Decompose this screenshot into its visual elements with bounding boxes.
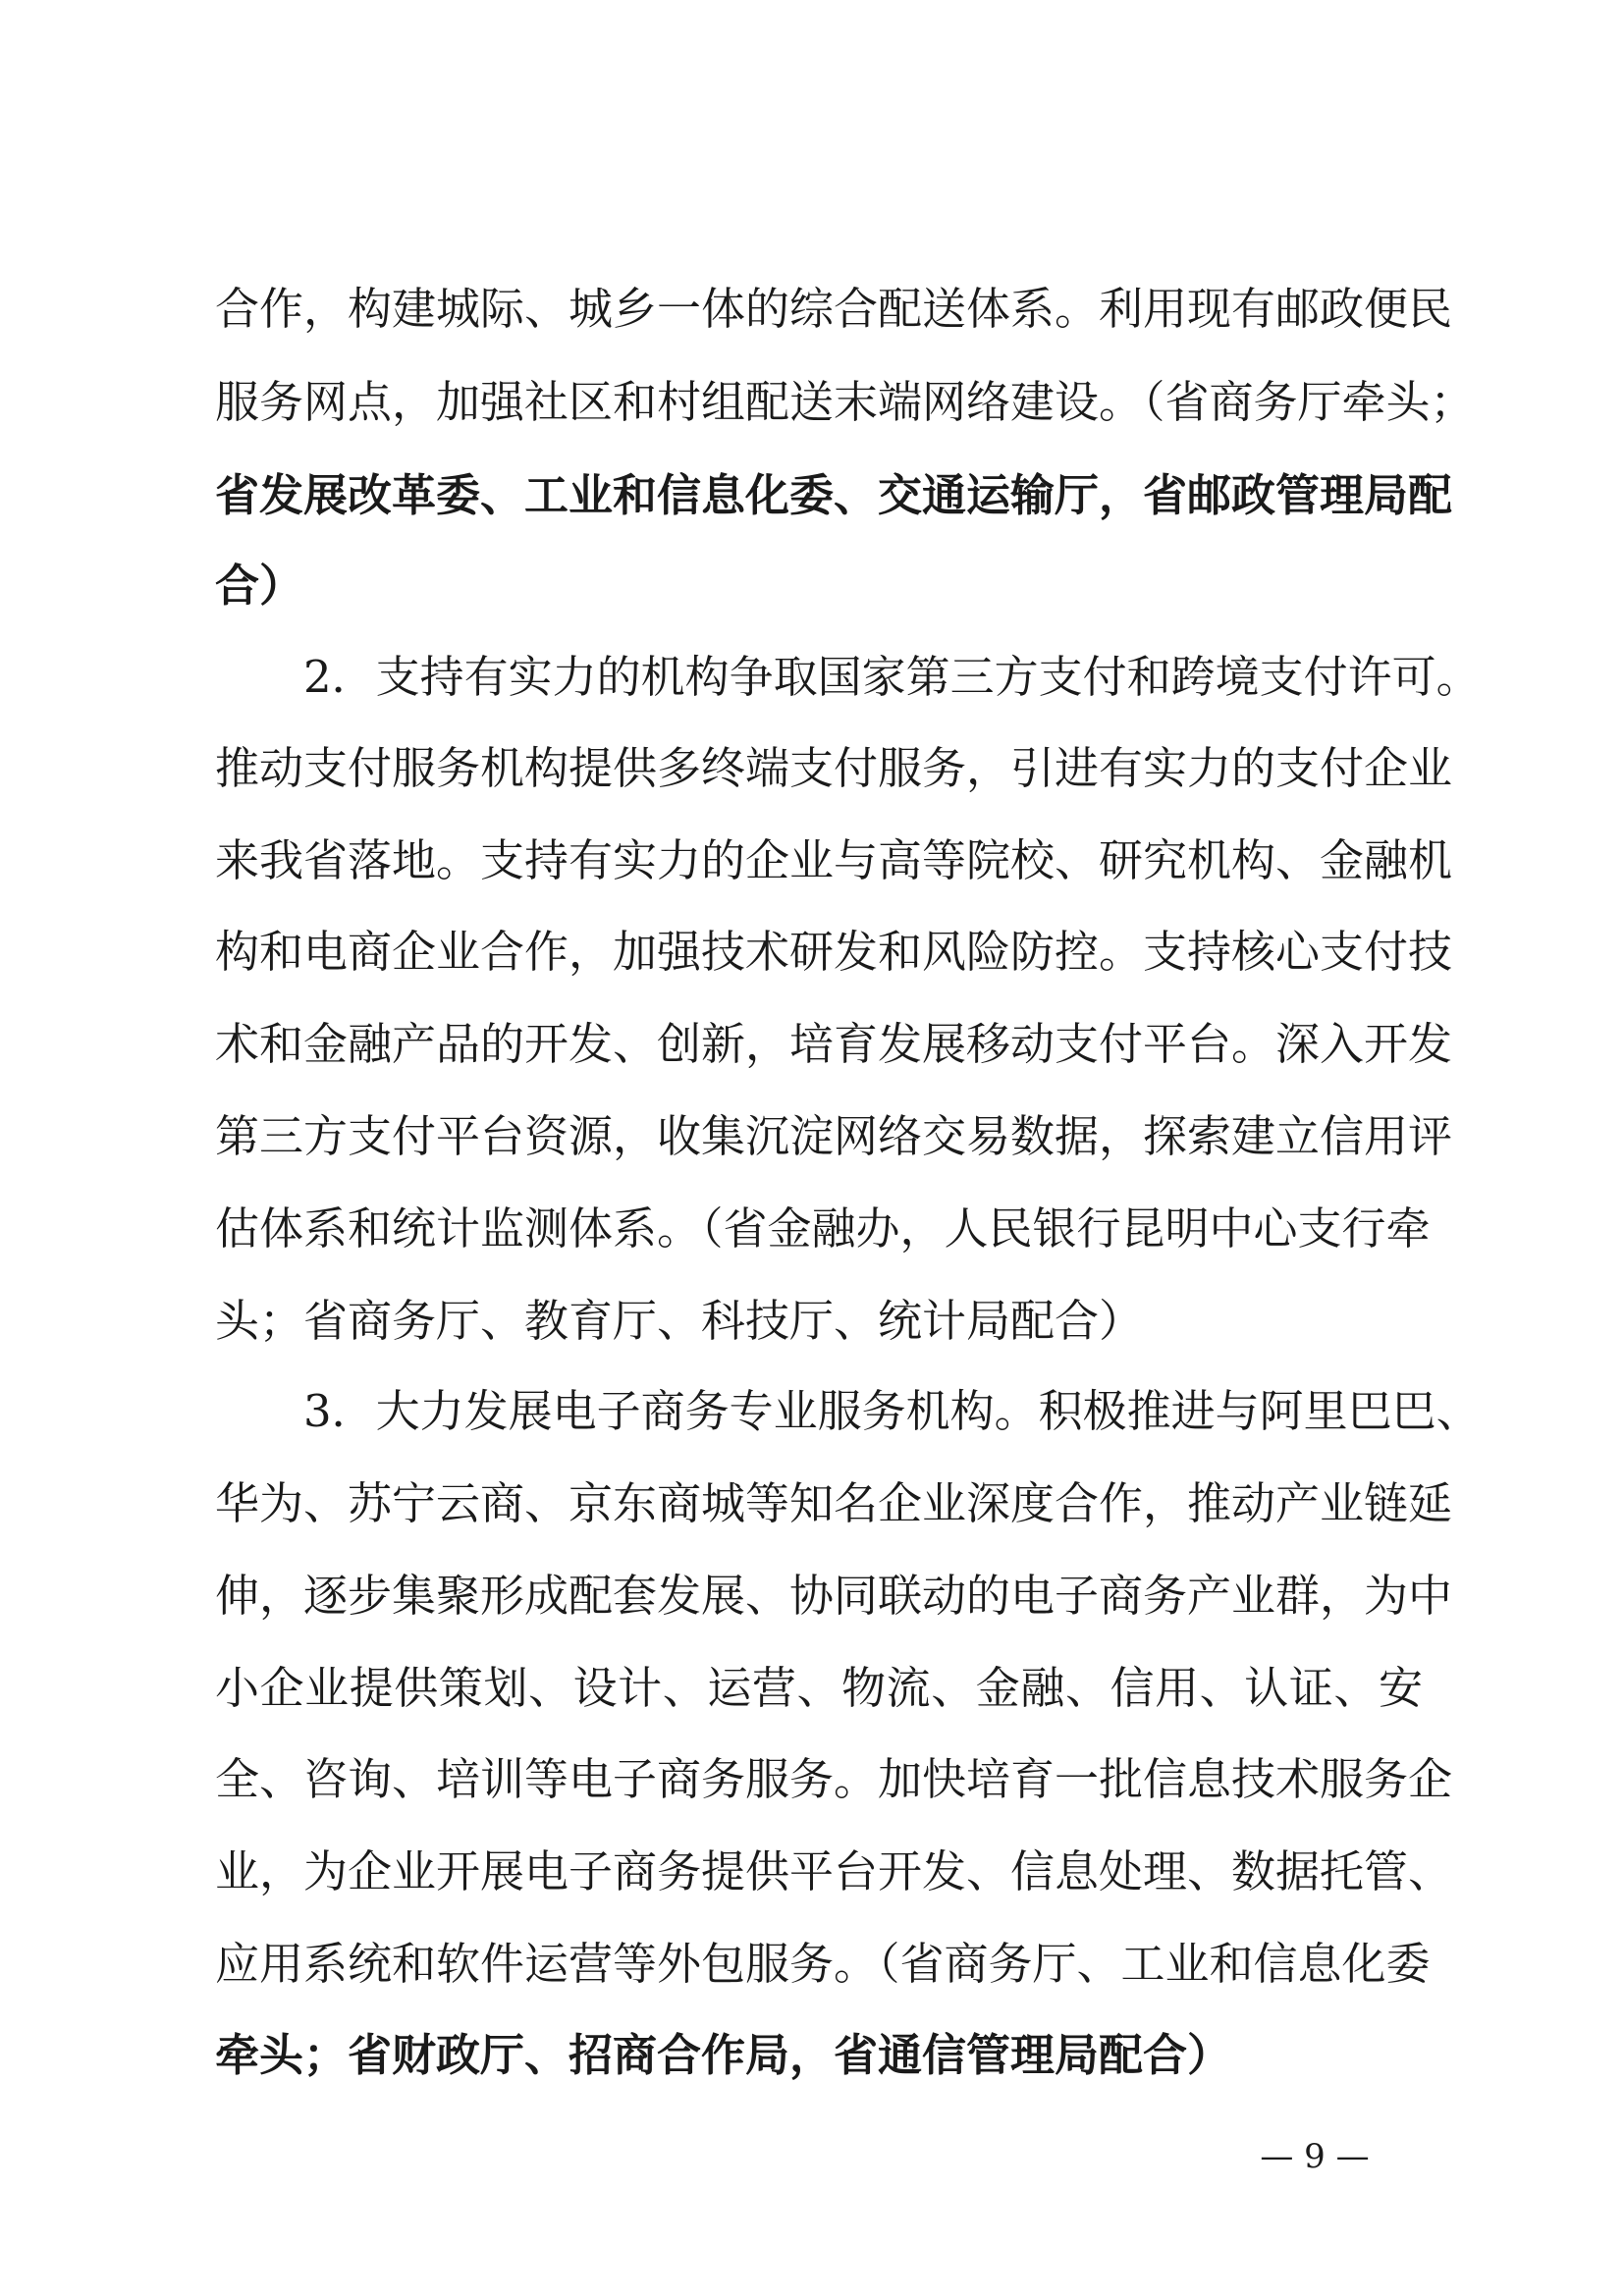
page-number: — 9 —	[1260, 2137, 1370, 2176]
body-line: 来我省落地。支持有实力的企业与高等院校、研究机构、金融机	[215, 834, 1453, 886]
body-line: 应用系统和软件运营等外包服务。（省商务厅、工业和信息化委	[215, 1938, 1431, 1990]
body-line: 小企业提供策划、设计、运营、物流、金融、信用、认证、安	[215, 1662, 1423, 1714]
body-line: 华为、苏宁云商、京东商城等知名企业深度合作，推动产业链延	[215, 1477, 1453, 1529]
body-line: 全、咨询、培训等电子商务服务。加快培育一批信息技术服务企	[215, 1753, 1453, 1805]
body-line: 构和电商企业合作，加强技术研发和风险防控。支持核心支付技	[215, 926, 1453, 978]
body-line: 伸，逐步集聚形成配套发展、协同联动的电子商务产业群，为中	[215, 1570, 1453, 1622]
body-line: 业，为企业开展电子商务提供平台开发、信息处理、数据托管、	[215, 1845, 1453, 1897]
body-line: 第三方支付平台资源，收集沉淀网络交易数据，探索建立信用评	[215, 1110, 1453, 1162]
body-line: 估体系和统计监测体系。（省金融办，人民银行昆明中心支行牵	[215, 1202, 1431, 1255]
body-line: 合作，构建城际、城乡一体的综合配送体系。利用现有邮政便民	[215, 283, 1453, 335]
body-line: 术和金融产品的开发、创新，培育发展移动支付平台。深入开发	[215, 1018, 1453, 1070]
body-line: 推动支付服务机构提供多终端支付服务，引进有实力的支付企业	[215, 742, 1453, 794]
body-line: 3．大力发展电子商务专业服务机构。积极推进与阿里巴巴、	[303, 1385, 1481, 1437]
body-line: 头；省商务厅、教育厅、科技厅、统计局配合）	[215, 1295, 1144, 1347]
body-line: 牵头；省财政厅、招商合作局，省通信管理局配合）	[215, 2029, 1232, 2081]
body-line: 省发展改革委、工业和信息化委、交通运输厅，省邮政管理局配	[215, 469, 1453, 521]
body-line: 2．支持有实力的机构争取国家第三方支付和跨境支付许可。	[303, 651, 1481, 703]
body-line: 合）	[215, 560, 304, 612]
body-line: 服务网点，加强社区和村组配送末端网络建设。（省商务厅牵头；	[215, 376, 1475, 428]
